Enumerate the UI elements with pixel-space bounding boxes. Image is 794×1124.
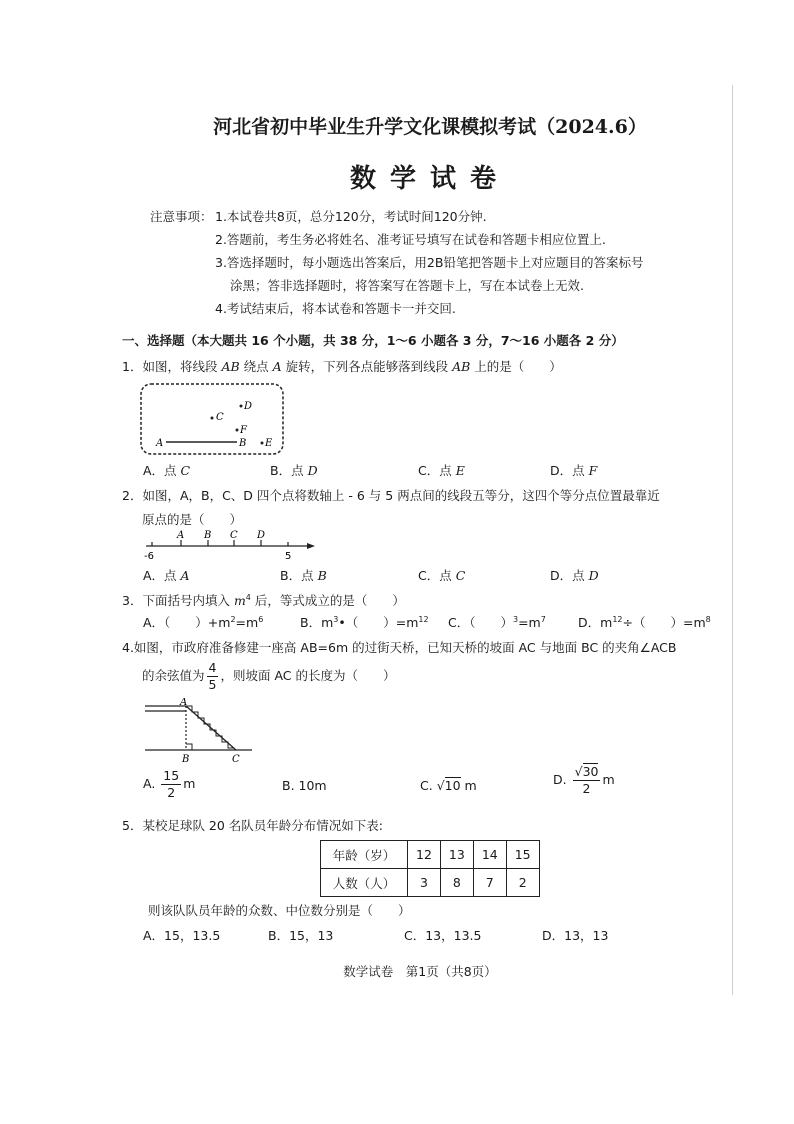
q1-option-b[interactable]: B．点 D (270, 463, 318, 478)
table-cell: 2 (506, 869, 539, 897)
note-item: 2.答题前，考生务必将姓名、准考证号填写在试卷和答题卡相应位置上. (215, 232, 606, 247)
slope-ac (186, 706, 236, 750)
q1-option-d[interactable]: D．点 F (550, 463, 598, 478)
q3-option-b[interactable]: B．$m^3•$（ ）$=m^{12}$ (300, 614, 429, 630)
axis-arrow (307, 543, 315, 549)
page-footer: 数学试卷 第1页（共8页） (343, 964, 497, 979)
point-label-d: D (257, 530, 266, 541)
table-cell: 7 (473, 869, 506, 897)
number-line-figure (140, 528, 320, 562)
question-2-stem-line1: 2．如图，A，B，C、D 四个点将数轴上 - 6 与 5 两点间的线段五等分，这四个等分点位置最靠近 (122, 488, 660, 503)
note-item: 3.答选择题时，每小题选出答案后，用2B铅笔把答题卡上对应题目的答案标号 (215, 255, 644, 270)
label-f: F (240, 425, 247, 436)
label-c: C (232, 754, 240, 765)
label-d: D (244, 401, 253, 412)
q2-option-c[interactable]: C．点 C (418, 568, 466, 583)
label-b: B (239, 438, 247, 449)
exam-subtitle: 数学试卷 (349, 164, 510, 194)
right-angle-mark (186, 744, 192, 750)
q4-option-c[interactable]: C. √10 m (420, 778, 477, 793)
question-4-stem-line2: 的余弦值为 $\frac{4}{5}$ ，则坡面 AC 的长度为（ ） (142, 660, 396, 692)
point-label-c: C (230, 530, 238, 541)
notes-label: 注意事项： (150, 209, 213, 224)
q5-option-d[interactable]: D．13，13 (542, 928, 609, 943)
point-f (236, 429, 239, 432)
question-2-stem-line2: 原点的是（ ） (142, 512, 243, 527)
table-row (321, 841, 540, 869)
q5-option-b[interactable]: B．15，13 (268, 928, 334, 943)
point-e (261, 442, 264, 445)
question-5-stem: 5．某校足球队 20 名队员年龄分布情况如下表: (122, 818, 384, 833)
q4-option-a[interactable]: A. $\frac{15}{2}$ m (143, 768, 196, 800)
q3-option-c[interactable]: C．（ ）$^3=m^7$ (448, 614, 546, 630)
label-b: B (182, 754, 190, 765)
q3-option-a[interactable]: A．（ ）$+m^2=m^6$ (143, 614, 264, 630)
note-item: 4.考试结束后，将本试卷和答题卡一并交回. (215, 301, 456, 316)
question-1-figure (140, 382, 285, 457)
q5-option-c[interactable]: C．13，13.5 (404, 928, 482, 943)
page-edge-line (732, 85, 733, 995)
axis-label-left: -6 (144, 551, 154, 562)
question-4-stem-line1: 4.如图，市政府准备修建一座高 AB=6m 的过街天桥，已知天桥的坡面 AC 与地面 BC 的夹角∠ACB (122, 640, 677, 655)
point-label-a: A (177, 530, 185, 541)
q1-option-c[interactable]: C．点 E (418, 463, 465, 478)
point-c (211, 417, 214, 420)
table-cell: 14 (473, 841, 506, 869)
q2-option-b[interactable]: B．点 B (280, 568, 327, 583)
table-cell: 年龄（岁） (321, 841, 408, 869)
label-a: A (180, 698, 188, 708)
bridge-figure (140, 698, 255, 768)
question-3-stem: 3．下面括号内填入 $m^4$ 后，等式成立的是（ ） (122, 592, 405, 608)
label-c: C (216, 412, 224, 423)
q5-option-a[interactable]: A．15，13.5 (143, 928, 221, 943)
point-d (240, 405, 243, 408)
fraction-four-fifths: $\frac{4}{5}$ (208, 660, 217, 692)
table-cell: 15 (506, 841, 539, 869)
q4-option-d[interactable]: D. $\frac{√30}{2}$ m (553, 764, 615, 796)
question-5-question: 则该队队员年龄的众数、中位数分别是（ ） (148, 903, 411, 918)
section-heading: 一、选择题（本大题共 16 个小题，共 38 分，1～6 小题各 3 分，7～16 小题各 2 分） (122, 333, 624, 348)
age-distribution-table (320, 840, 540, 897)
table-cell: 13 (440, 841, 473, 869)
label-a: A (156, 438, 164, 449)
question-1-stem: 1．如图，将线段 AB 绕点 A 旋转，下列各点能够落到线段 AB 上的是（ ） (122, 359, 562, 374)
q2-option-d[interactable]: D．点 D (550, 568, 599, 583)
table-cell: 人数（人） (321, 869, 408, 897)
label-e: E (265, 438, 273, 449)
note-item: 涂黑；答非选择题时，将答案写在答题卡上，写在本试卷上无效. (230, 278, 584, 293)
axis-label-right: 5 (285, 551, 292, 562)
point-label-b: B (204, 530, 212, 541)
table-cell: 3 (408, 869, 441, 897)
q2-option-a[interactable]: A．点 A (143, 568, 190, 583)
note-item: 1.本试卷共8页，总分120分，考试时间120分钟. (215, 209, 487, 224)
table-cell: 8 (440, 869, 473, 897)
exam-title: 河北省初中毕业生升学文化课模拟考试（2024.6） (213, 116, 647, 138)
q4-option-b[interactable]: B. 10m (282, 778, 327, 793)
table-row (321, 869, 540, 897)
q1-option-a[interactable]: A．点 C (143, 463, 191, 478)
q3-option-d[interactable]: D．$m^{12}\div$（ ）$=m^8$ (578, 614, 711, 630)
table-cell: 12 (408, 841, 441, 869)
